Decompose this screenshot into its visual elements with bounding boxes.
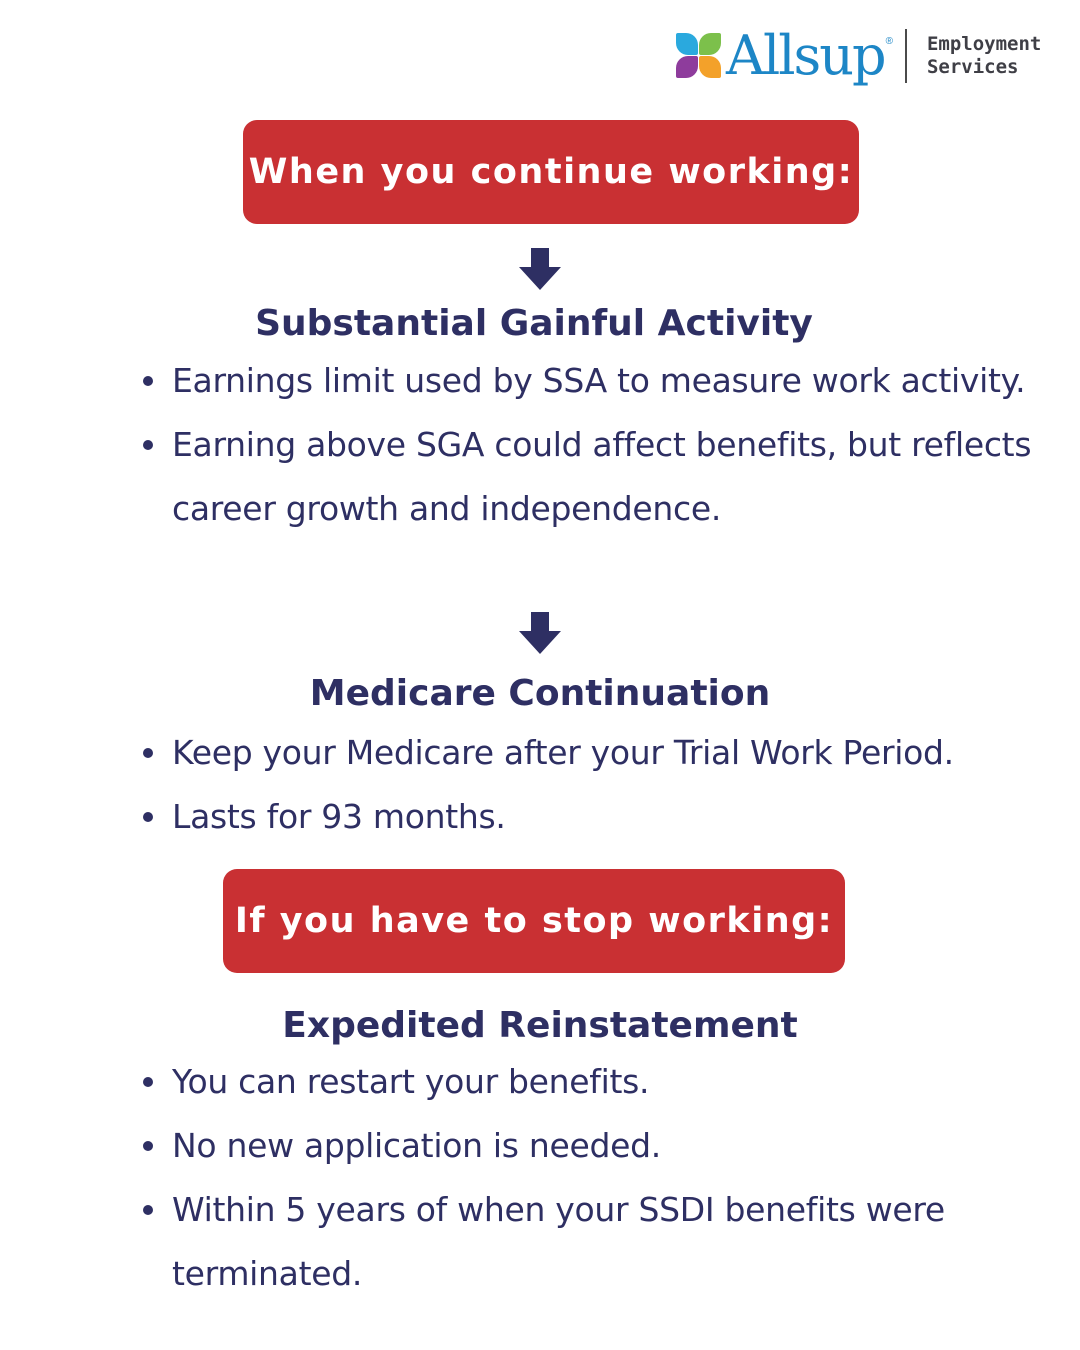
list-item: Earning above SGA could affect benefits, but reflects career growth and independence.	[0, 413, 1052, 541]
list-item: Earnings limit used by SSA to measure work activity.	[0, 349, 1052, 413]
sga-heading: Substantial Gainful Activity	[255, 303, 813, 344]
reinstatement-bullet-list	[0, 1050, 1052, 1306]
registered-mark: ®	[885, 36, 893, 47]
sga-bullet-list	[0, 349, 1052, 541]
list-item: Lasts for 93 months.	[0, 785, 1052, 849]
list-item: Within 5 years of when your SSDI benefits were terminated.	[0, 1178, 1052, 1306]
arrow-down-icon	[518, 248, 562, 292]
medicare-bullet-list	[0, 721, 1052, 849]
continue-working-banner: When you continue working:	[243, 120, 859, 224]
list-item: No new application is needed.	[0, 1114, 1052, 1178]
logo-subtitle	[927, 33, 1041, 79]
list-item: Keep your Medicare after your Trial Work Period.	[0, 721, 1052, 785]
logo-divider	[905, 29, 907, 83]
logo-subtitle-line-1: Employment	[926, 33, 1042, 55]
stop-working-banner: If you have to stop working:	[223, 869, 845, 973]
logo-subtitle-line-2: Services	[926, 56, 1019, 78]
reinstatement-heading: Expedited Reinstatement	[282, 1005, 798, 1046]
logo-flower-icon	[676, 33, 722, 79]
allsup-logo	[676, 24, 1041, 88]
medicare-heading: Medicare Continuation	[309, 673, 771, 714]
list-item: You can restart your benefits.	[0, 1050, 1052, 1114]
arrow-down-icon	[518, 612, 562, 656]
logo-wordmark: Allsup	[726, 24, 885, 87]
